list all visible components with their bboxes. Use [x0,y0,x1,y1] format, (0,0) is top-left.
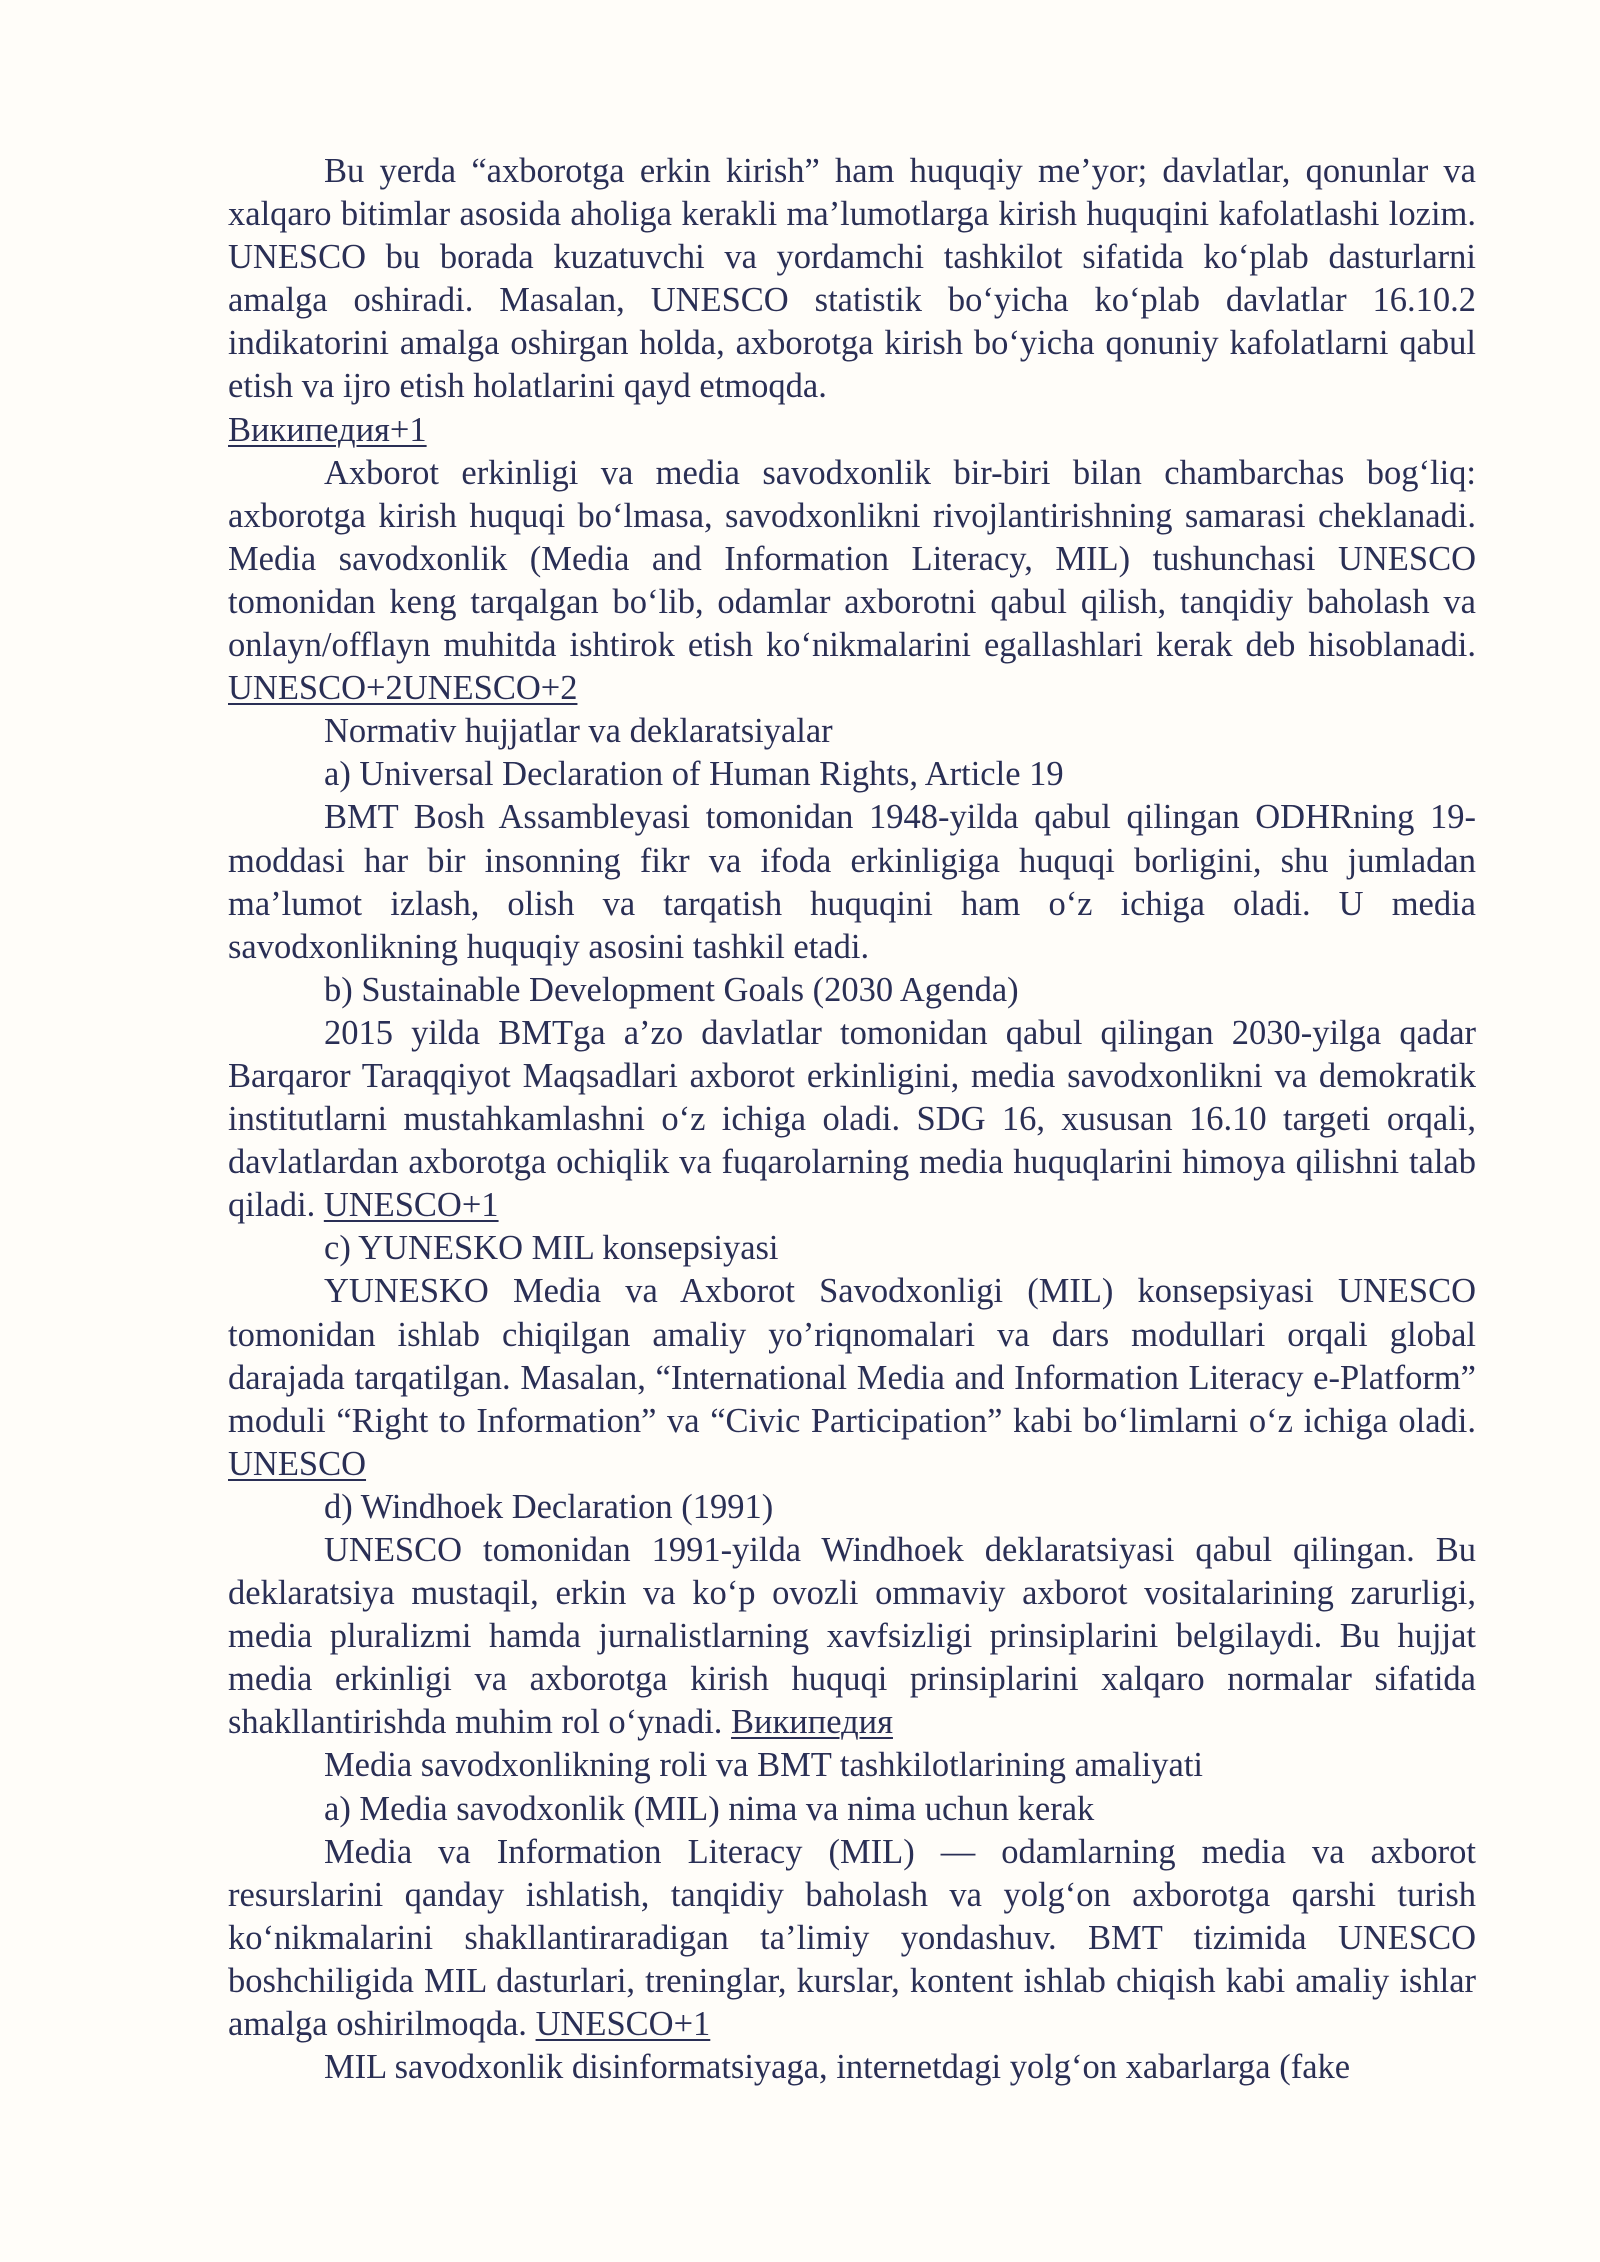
paragraph [228,452,1476,711]
subsection-heading: a) Universal Declaration of Human Rights, Article 19 [324,755,1064,794]
subsection-heading: d) Windhoek Declaration (1991) [324,1487,774,1526]
source-link[interactable]: UNESCO+1 [535,2005,711,2044]
paragraph [228,796,1476,968]
paragraph-text: 2015 yilda BMTga a’zo davlatlar tomonidan qabul qilingan 2030-yilga qadar Barqaror Taraqqiyot Maqsadlari axborot erkinligini, media savodxonlikni va demokratik institutlarni mustahkamlashni oʻz ichiga oladi. SDG 16, xususan 16.10 targeti orqali, davlatlardan axborotga ochiqlik va fuqarolarning media huquqlarini himoya qilishni talab qiladi. [228,1013,1476,1225]
paragraph-text: UNESCO tomonidan 1991-yilda Windhoek deklaratsiyasi qabul qilingan. Bu deklaratsiya mustaqil, erkin va koʻp ovozli ommaviy axborot vositalarining zarurligi, media pluralizmi hamda jurnalistlarning xavfsizligi prinsiplarini belgilaydi. Bu hujjat media erkinligi va axborotga kirish huquqi prinsiplarini xalqaro normalar sifatida shakllantirishda muhim rol oʻynadi. [228,1531,1476,1742]
source-link[interactable]: Википедия+1 [228,410,427,449]
paragraph [228,1831,1476,2046]
section-heading: Media savodxonlikning roli va BMT tashkilotlarining amaliyati [324,1746,1203,1785]
paragraph-text: Media va Information Literacy (MIL) — odamlarning media va axborot resurslarini qanday ishlatish, tanqidiy baholash va yolgʻon axborotga qarshi turish koʻnikmalarini shakllantiraradigan ta’limiy yondashuv. BMT tizimida UNESCO boshchiligida MIL dasturlari, treninglar, kurslar, kontent ishlab chiqish kabi amaliy ishlar amalga oshirilmoqda. [228,1832,1476,2044]
source-link[interactable]: UNESCO+1 [323,1186,499,1225]
section-heading: Normativ hujjatlar va deklaratsiyalar [324,712,833,751]
subsection-heading: c) YUNESKO MIL konsepsiyasi [324,1229,779,1268]
paragraph-text: Bu yerda “axborotga erkin kirish” ham huquqiy me’yor; davlatlar, qonunlar va xalqaro bitimlar asosida aholiga kerakli ma’lumotlarga kirish huquqini kafolatlashi lozim. UNESCO bu borada kuzatuvchi va yordamchi tashkilot sifatida koʻplab dasturlarni amalga oshiradi. Masalan, UNESCO statistik boʻyicha koʻplab davlatlar 16.10.2 indikatorini amalga oshirgan holda, axborotga kirish boʻyicha qonuniy kafolatlarni qabul etish va ijro etish holatlarini qayd etmoqda. [228,152,1476,406]
subsection-heading: a) Media savodxonlik (MIL) nima va nima uchun kerak [324,1789,1095,1828]
paragraph [228,150,1476,452]
paragraph-text: YUNESKO Media va Axborot Savodxonligi (MIL) konsepsiyasi UNESCO tomonidan ishlab chiqilgan amaliy yo’riqnomalari va dars modullari orqali global darajada tarqatilgan. Masalan, “International Media and Information Literacy e-Platform” moduli “Right to Information” va “Civic Participation” kabi boʻlimlarni oʻz ichiga oladi. [228,1272,1476,1440]
paragraph [228,1270,1476,1485]
paragraph-text: MIL savodxonlik disinformatsiyaga, internetdagi yolgʻon xabarlarga (fake [324,2048,1351,2087]
document-page [228,150,1476,2089]
paragraph [228,2046,1476,2089]
paragraph [228,1012,1476,1227]
source-link[interactable]: UNESCO [228,1444,367,1483]
paragraph-text: Axborot erkinligi va media savodxonlik bir-biri bilan chambarchas bogʻliq: axborotga kirish huquqi boʻlmasa, savodxonlikni rivojlantirishning samarasi cheklanadi. Media savodxonlik (Media and Information Literacy, MIL) tushunchasi UNESCO tomonidan keng tarqalgan boʻlib, odamlar axborotni qabul qilish, tanqidiy baholash va onlayn/offlayn muhitda ishtirok etish koʻnikmalarini egallashlari kerak deb hisoblanadi. [228,453,1476,665]
source-link[interactable]: Википедия [731,1703,893,1742]
paragraph-text: BMT Bosh Assambleyasi tomonidan 1948-yilda qabul qilingan ODHRning 19-moddasi har bir insonning fikr va ifoda erkinligiga huquqi borligini, shu jumladan ma’lumot izlash, olish va tarqatish huquqini ham oʻz ichiga oladi. U media savodxonlikning huquqiy asosini tashkil etadi. [228,798,1476,966]
subsection-heading: b) Sustainable Development Goals (2030 Agenda) [324,970,1019,1009]
paragraph [228,1529,1476,1744]
source-link[interactable]: UNESCO+2UNESCO+2 [228,669,578,708]
